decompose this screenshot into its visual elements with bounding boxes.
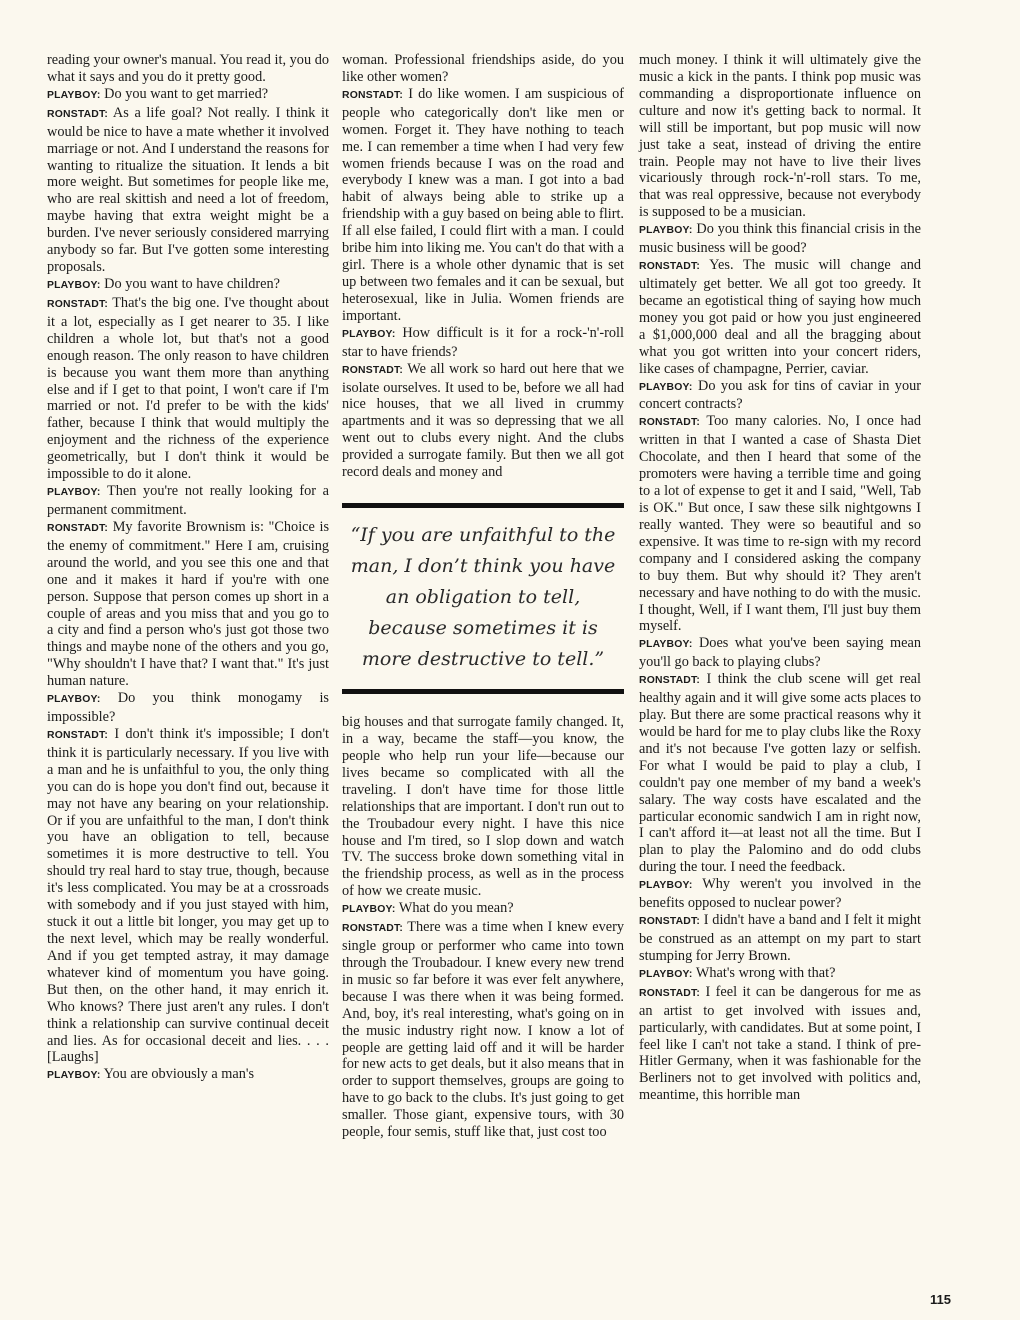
column-3 [639,52,921,1104]
speaker-label: PLAYBOY: [639,639,693,651]
continued-paragraph [342,52,624,86]
speaker-label: RONSTADT: [47,729,109,741]
paragraph-text: Do you think this financial crisis in the music business will be good? [639,221,921,257]
paragraph-text: There was a time when I knew every single group or performer who came into town through the Troubadour. I knew every new trend in music so far before it was ever felt anywhere, because I was there when it was being formed. And, boy, it's real interesting, what's going on in the music industry right now. I know a lot of people are getting laid off and it will be harder for new acts to get deals, but it also means that in order to support themselves, groups are going to have to go back to the clubs. It's just going to get smaller. Those giant, expensive tours, with 30 people, four semis, stuff like that, just cost too [342,919,624,1141]
paragraph-text: I didn't have a band and I felt it might be construed as an attempt on my part to start stumping for Jerry Brown. [639,912,921,964]
paragraph-text: What do you mean? [398,900,514,917]
speaker-label: PLAYBOY: [47,279,101,291]
speaker-label: RONSTADT: [47,108,109,120]
speaker-label: PLAYBOY: [639,880,693,892]
speaker-label: RONSTADT: [342,364,404,376]
paragraph-text: reading your owner's manual. You read it, you do what it says and you do it pretty good. [47,52,329,85]
interviewee-paragraph [639,671,921,876]
column-1 [47,52,329,1085]
interviewer-paragraph [639,635,921,671]
interviewer-paragraph [47,1066,329,1085]
pull-quote: “If you are unfaithful to the man, I don’t think you have an obligation to tell, because sometimes it is more destructive to tell.” [342,503,624,694]
speaker-label: RONSTADT: [639,987,701,999]
interviewee-paragraph [639,912,921,965]
paragraph-text: I feel it can be dangerous for me as an artist to get involved with issues and, particularly, with candidates. But at some point, I feel like I can't not take a stand. I think of pre-Hitler Germany, when it was fashionable for the Berliners not to get involved with politics and, meantime, this horrible man [639,983,921,1104]
speaker-label: PLAYBOY: [639,381,693,393]
paragraph-text: Do you ask for tins of caviar in your concert contracts? [639,377,921,413]
paragraph-text: I think the club scene will get real healthy again and it will give some acts places to play. But there are some practical reasons why it would be hard for me to play clubs like the Roxy and it's not because I've gotten lazy or selfish. For what I would be paid to play a club, I couldn't pay one member of my band a week's salary. The way costs have escalated and the particular economic sandwich I am in right now, I can't afford it—at least not all the time. But I plan to play the Palomino and do odd clubs during the tour. I need the feedback. [639,671,921,876]
paragraph-text: I don't think it's impossible; I don't think it is particularly necessary. If you live with a man and he is unfaithful to you, the only thing you can do is hope you don't find out, because it may not have any bearing on your relationship. Or if you are unfaithful to the man, I don't think you have an obligation to tell, because sometimes it is more destructive to tell. You should try real hard to stay true, though, because it's less complicated. You may be at a crossroads with somebody and if you just stayed with him, stuck it out a little bit longer, you may get up to the next level, which may be really wonderful. And if you get tempted astray, it may damage whatever kind of momentum you have going. But then, on the other hand, it may enrich it. Who knows? There just aren't any rules. I don't think a relationship can survive continual deceit and lies. As for occasional deceit and lies. . . . [Laughs] [47,725,330,1066]
speaker-label: PLAYBOY: [47,1070,101,1082]
speaker-label: RONSTADT: [47,298,109,310]
interviewee-paragraph [639,984,921,1104]
interviewer-paragraph [47,276,329,295]
interviewer-paragraph [639,965,921,984]
paragraph-text: That's the big one. I've thought about it a lot, especially as I get nearer to 35. I like children a whole lot, but that's not a good enough reason. The only reason to have children is because you want them more than anything else and if I get to that point, I won't care if I'm married or not. I'd prefer to be with the kids' father, because I think that would multiply the enjoyment and the richness of the experience geometrically, but I don't think it would be impossible to do it alone. [47,294,329,483]
interviewer-paragraph [47,690,329,726]
continued-paragraph [47,52,329,86]
paragraph-text: Too many calories. No, I once had written in that I wanted a case of Shasta Diet Chocolate, and then I heard that some of the promoters were having a terrible time and going to a lot of expense to get it and I said, "Well, Tab is OK." But once, I saw these silk nightgowns I really wanted. They were so beautiful and so expensive. It was time to re-sign with my record company and I considered asking the company to buy them. But why should it? They aren't necessary and have nothing to do with the music. I thought, Well, if I want them, I'll just buy them myself. [639,413,921,635]
paragraph-text: big houses and that surrogate family changed. It, in a way, became the staff—you know, the people who help run your life—because our lives became so complicated with all the traveling. I don't have time for those little relationships that are important. I don't run out to the Troubadour every night. I have this nice house and I'm tired, so I slop down and watch TV. The success broke down something vital in the friendship process, as well as in the process of how we create music. [342,714,624,900]
paragraph-text: Do you want to get married? [104,85,269,102]
speaker-label: RONSTADT: [342,89,404,101]
interviewee-paragraph [342,919,624,1141]
column-2-top [342,52,624,481]
speaker-label: PLAYBOY: [47,694,101,706]
speaker-label: PLAYBOY: [47,487,101,499]
paragraph-text: What's wrong with that? [695,964,836,981]
interviewer-paragraph [342,900,624,919]
speaker-label: PLAYBOY: [342,328,396,340]
interviewer-paragraph [639,221,921,257]
paragraph-text: How difficult is it for a rock-'n'-roll star to have friends? [342,324,624,360]
paragraph-text: My favorite Brownism is: "Choice is the enemy of commitment." Here I am, cruising around the world, and you see this one and that one and it makes it hard if you're with one person. Suppose that person comes up short in a couple of areas and you miss that and you go to a city and find a person who's just got those two things and maybe none of the others and you go, "Why shouldn't I have that? I want that." It's just human nature. [47,518,330,690]
paragraph-text: I do like women. I am suspicious of people who categorically don't like men or women. Forget it. They have nothing to teach me. I can remember a time when I had very few women friends because I was on the road and everybody I knew was a man. I got into a bad habit of always being able to strike up a friendship with a guy based on being able to flirt. If all else failed, I could flirt with a man. I could bribe him into liking me. You can't do that with a girl. There is a whole other dynamic that is set up between two females and it can be sexual, but heterosexual, like in Julia. Women friends are important. [342,85,625,324]
interviewee-paragraph [47,519,329,690]
interviewer-paragraph [47,86,329,105]
speaker-label: PLAYBOY: [639,968,693,980]
interviewer-paragraph [639,378,921,414]
speaker-label: RONSTADT: [639,916,701,928]
speaker-label: RONSTADT: [639,675,701,687]
speaker-label: RONSTADT: [342,923,404,935]
interviewer-paragraph [639,876,921,912]
interviewee-paragraph [47,295,329,483]
paragraph-text: Do you want to have children? [104,275,281,292]
column-2-bottom [342,714,624,1141]
interviewee-paragraph [47,726,329,1066]
interviewee-paragraph [639,257,921,377]
continued-paragraph [639,52,921,221]
interviewer-paragraph [47,483,329,519]
paragraph-text: Yes. The music will change and ultimately get better. We all got too greedy. It became an egotistical thing of saying how much money you got paid or how you just engineered a $1,000,000 deal and all the bragging about what you got written into your concert riders, like cases of champagne, Perrier, caviar. [639,257,922,377]
paragraph-text: As a life goal? Not really. I think it would be nice to have a mate whether it involved marriage or not. And I understand the reasons for wanting to ritualize the situation. It lends a bit more weight. But sometimes for people like me, who are real skittish and need a lot of freedom, maybe having that extra weight might be a burden. I've never seriously considered marrying anybody so far. But I've gotten some interesting proposals. [47,104,329,276]
interviewee-paragraph [639,413,921,635]
speaker-label: RONSTADT: [639,417,701,429]
page-number: 115 [930,1292,951,1307]
column-2 [342,52,624,1141]
interviewee-paragraph [47,105,329,276]
paragraph-text: Do you think monogamy is impossible? [47,690,329,726]
speaker-label: RONSTADT: [639,261,701,273]
paragraph-text: woman. Professional friendships aside, do you like other women? [342,52,624,85]
speaker-label: PLAYBOY: [342,904,396,916]
speaker-label: PLAYBOY: [47,89,101,101]
paragraph-text: You are obviously a man's [103,1066,255,1083]
speaker-label: PLAYBOY: [639,225,693,237]
paragraph-text: Why weren't you involved in the benefits opposed to nuclear power? [639,876,921,912]
continued-paragraph [342,714,624,900]
speaker-label: RONSTADT: [47,522,109,534]
interviewee-paragraph [342,361,624,481]
paragraph-text: We all work so hard out here that we isolate ourselves. It used to be, before we all had nice houses, that we all lived in crummy apartments and it was so depressing that we all went out to clubs every night. And the clubs provided a surrogate family. But then we all got record deals and money and [342,360,624,481]
paragraph-text: Then you're not really looking for a permanent commitment. [47,483,329,518]
interviewer-paragraph [342,325,624,361]
interviewee-paragraph [342,86,624,325]
paragraph-text: Does what you've been saying mean you'll go back to playing clubs? [639,635,921,671]
paragraph-text: much money. I think it will ultimately give the music a kick in the pants. I think pop music was commanding a disproportionate influence on culture and now it's getting back to normal. It will still be important, but pop music will now just take a seat, instead of driving the entire train. People may not have to live their lives vicariously through rock-'n'-roll stars. To me, that was real oppressive, because not everybody is supposed to be a musician. [639,52,921,221]
